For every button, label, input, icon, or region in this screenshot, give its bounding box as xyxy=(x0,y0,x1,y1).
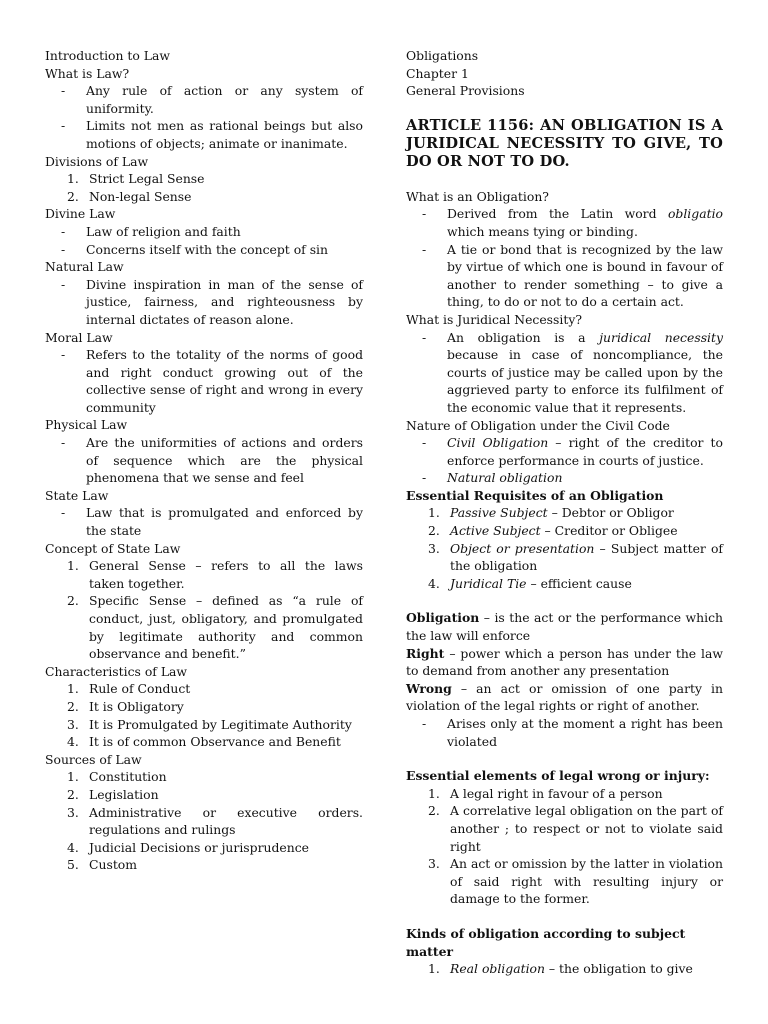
right-definition: Right – power which a person has under the law to demand from another any presentation xyxy=(406,645,723,679)
list-item: - Derived from the Latin word obligatio which means tying or binding. xyxy=(422,206,723,239)
list-item: 1. General Sense – refers to all the laws taken together. xyxy=(67,558,363,591)
list-item-text: Judicial Decisions or jurisprudence xyxy=(89,839,310,855)
list-item-text: Active Subject – Creditor or Obligee xyxy=(450,523,678,539)
list-item: - A tie or bond that is recognized by the law by virtue of which one is bound in favour of another to render something – to give a thing, to do or not to do a certain act. xyxy=(422,241,723,310)
list-item: - Refers to the totality of the norms of good and right conduct growing out of the collective sense of right and wrong in every community xyxy=(61,347,363,415)
list-item: 1. Strict Legal Sense xyxy=(45,170,363,188)
list-item-text: Juridical Tie – efficient cause xyxy=(450,575,632,591)
list-item-text: A legal right in favour of a person xyxy=(450,785,663,801)
list-item-text: Natural obligation xyxy=(447,470,563,486)
list-item: 2. Specific Sense – defined as “a rule of conduct, just, obligatory, and promulgated by legitimate authority and common observance and benefit.” xyxy=(67,593,363,662)
list-item-text: Object or presentation – Subject matter of the obligation xyxy=(450,540,723,574)
essential-requisites-heading: Essential Requisites of an Obligation xyxy=(406,487,664,503)
obligation-definition: Obligation – is the act or the performance which the law will enforce xyxy=(406,610,723,644)
list-item: - Divine inspiration in man of the sense of justice, fairness, and righteousness by internal dictates of reason alone. xyxy=(61,276,363,327)
list-item-text: Rule of Conduct xyxy=(89,681,191,697)
list-item-text: Administrative or executive orders. regulations and rulings xyxy=(89,804,363,838)
list-item-text: An act or omission by the latter in violation of said right with resulting injury or damage to the former. xyxy=(450,856,723,907)
physical-law-heading: Physical Law xyxy=(45,417,128,433)
characteristics-heading: Characteristics of Law xyxy=(45,663,188,679)
list-item-text: It is Obligatory xyxy=(89,698,184,714)
moral-law-heading: Moral Law xyxy=(45,329,113,345)
list-item-text: It is of common Observance and Benefit xyxy=(89,734,341,750)
list-item: 5. Custom xyxy=(45,856,363,874)
list-item-text: Strict Legal Sense xyxy=(89,171,205,187)
divine-law-heading: Divine Law xyxy=(45,206,116,222)
list-item-text: Specific Sense – defined as “a rule of conduct, just, obligatory, and promulgated by legitimate authority and common observance and benefit.” xyxy=(89,593,363,662)
obligations-title: Obligations xyxy=(406,48,479,63)
list-item-text: Custom xyxy=(89,857,138,873)
list-item: 2. Non-legal Sense xyxy=(45,188,363,206)
list-item: - Law that is promulgated and enforced by the state xyxy=(61,505,363,539)
chapter-label: Chapter 1 xyxy=(406,65,469,81)
list-item-text: Passive Subject – Debtor or Obligor xyxy=(450,505,674,521)
list-item: 1. Real obligation – the obligation to give xyxy=(406,960,723,978)
article-heading: ARTICLE 1156: AN OBLIGATION IS A JURIDICAL NECESSITY TO GIVE, TO DO OR NOT TO DO. xyxy=(406,116,723,170)
list-item: - Arises only at the moment a right has been violated xyxy=(422,716,723,749)
list-item: 3. It is Promulgated by Legitimate Authority xyxy=(45,716,363,734)
list-item: 2. A correlative legal obligation on the part of another ; to respect or not to violate said right xyxy=(428,803,723,854)
list-item: 1. Rule of Conduct xyxy=(45,680,363,698)
kinds-heading: Kinds of obligation according to subject matter xyxy=(406,925,686,959)
list-item-text: Law that is promulgated and enforced by the state xyxy=(86,505,363,539)
list-item: 2. It is Obligatory xyxy=(45,698,363,716)
list-item: 1. A legal right in favour of a person xyxy=(406,785,723,803)
list-item: - Concerns itself with the concept of sin xyxy=(45,241,363,259)
list-item-text: Any rule of action or any system of uniformity. xyxy=(86,83,363,116)
state-law-heading: State Law xyxy=(45,487,109,503)
list-item-text: A correlative legal obligation on the part of another ; to respect or not to violate said right xyxy=(450,803,723,854)
natural-law-heading: Natural Law xyxy=(45,259,124,275)
list-item: - Law of religion and faith xyxy=(45,223,363,241)
nature-heading: Nature of Obligation under the Civil Code xyxy=(406,417,670,433)
list-item: - Civil Obligation – right of the creditor to enforce performance in courts of justice. xyxy=(422,435,723,468)
list-item-text: Are the uniformities of actions and orders of sequence which are the physical phenomena that we sense and feel xyxy=(86,435,363,486)
what-is-obligation-heading: What is an Obligation? xyxy=(406,188,549,204)
list-item-text: Concerns itself with the concept of sin xyxy=(86,241,328,257)
intro-title: Introduction to Law xyxy=(45,48,171,63)
general-provisions-label: General Provisions xyxy=(406,83,525,99)
list-item-text: Refers to the totality of the norms of good and right conduct growing out of the collective sense of right and wrong in every community xyxy=(86,347,363,415)
list-item-text: Constitution xyxy=(89,769,167,785)
list-item: - Are the uniformities of actions and orders of sequence which are the physical phenomena that we sense and feel xyxy=(61,435,363,486)
left-column xyxy=(45,47,363,874)
list-item-text: An obligation is a juridical necessity because in case of noncompliance, the courts of justice may be called upon by the aggrieved party to enforce its fulfilment of the economic value that it represents. xyxy=(447,329,723,415)
list-item: 2. Legislation xyxy=(45,786,363,804)
list-item-text: Derived from the Latin word obligatio which means tying or binding. xyxy=(447,206,723,239)
list-item-text: Non-legal Sense xyxy=(89,188,192,204)
list-item: 4. It is of common Observance and Benefit xyxy=(45,733,363,751)
what-is-law-heading: What is Law? xyxy=(45,65,130,81)
list-item-text: Law of religion and faith xyxy=(86,223,241,239)
list-item-text: Legislation xyxy=(89,786,159,802)
list-item-text: Divine inspiration in man of the sense of justice, fairness, and righteousness by internal dictates of reason alone. xyxy=(86,276,363,327)
list-item: 3. Administrative or executive orders. regulations and rulings xyxy=(67,804,363,838)
list-item: 4. Judicial Decisions or jurisprudence xyxy=(45,839,363,857)
list-item: 1. Passive Subject – Debtor or Obligor xyxy=(406,504,723,522)
list-item-text: Real obligation – the obligation to give xyxy=(450,961,693,977)
divisions-heading: Divisions of Law xyxy=(45,153,149,169)
wrong-definition: Wrong – an act or omission of one party in violation of the legal rights or right of another. xyxy=(406,680,723,714)
sources-heading: Sources of Law xyxy=(45,751,142,767)
list-item-text: Arises only at the moment a right has been violated xyxy=(447,716,723,749)
list-item: 1. Constitution xyxy=(45,768,363,786)
list-item-text: A tie or bond that is recognized by the law by virtue of which one is bound in favour of another to render something – to give a thing, to do or not to do a certain act. xyxy=(447,241,723,310)
list-item: 2. Active Subject – Creditor or Obligee xyxy=(406,522,723,540)
list-item: - An obligation is a juridical necessity because in case of noncompliance, the courts of justice may be called upon by the aggrieved party to enforce its fulfilment of the economic value that it represents. xyxy=(422,329,723,415)
essential-elements-heading: Essential elements of legal wrong or injury: xyxy=(406,768,710,784)
list-item-text: Civil Obligation – right of the creditor to enforce performance in courts of justice. xyxy=(447,435,723,468)
list-item: - Any rule of action or any system of uniformity. xyxy=(61,83,363,116)
list-item: 4. Juridical Tie – efficient cause xyxy=(406,575,723,593)
what-is-juridical-heading: What is Juridical Necessity? xyxy=(406,311,582,327)
list-item-text: Limits not men as rational beings but also motions of objects; animate or inanimate. xyxy=(86,118,363,151)
right-column xyxy=(406,47,723,978)
list-item-text: It is Promulgated by Legitimate Authority xyxy=(89,716,352,732)
concept-heading: Concept of State Law xyxy=(45,540,181,556)
list-item: - Natural obligation xyxy=(406,469,723,487)
list-item: - Limits not men as rational beings but also motions of objects; animate or inanimate. xyxy=(61,118,363,151)
list-item-text: General Sense – refers to all the laws taken together. xyxy=(89,558,363,591)
list-item: 3. Object or presentation – Subject matter of the obligation xyxy=(428,540,723,574)
list-item: 3. An act or omission by the latter in violation of said right with resulting injury or damage to the former. xyxy=(428,856,723,907)
